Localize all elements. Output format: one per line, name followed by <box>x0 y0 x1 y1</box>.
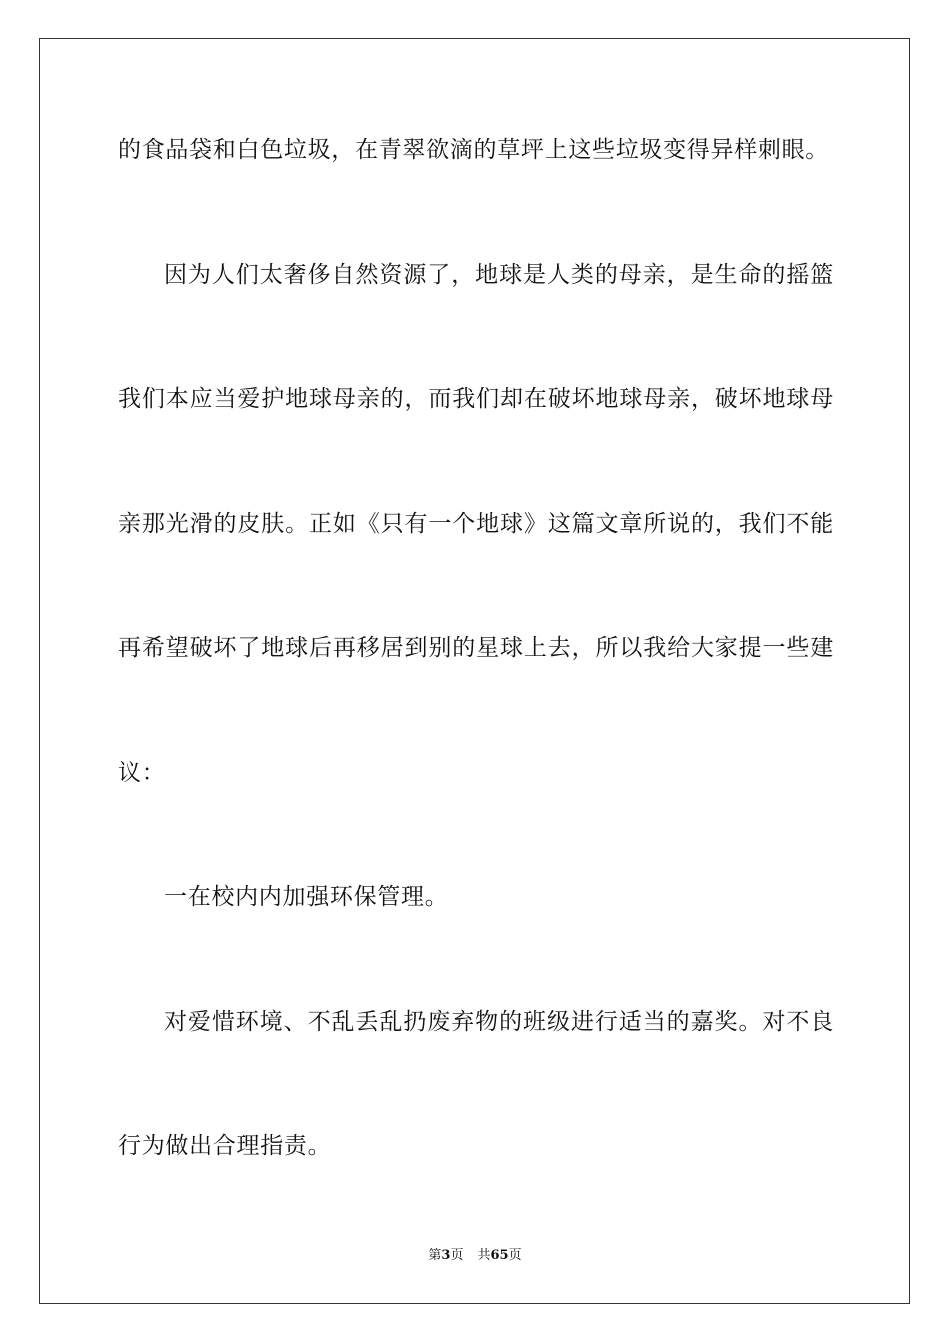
footer-total-prefix: 共 <box>477 1248 491 1263</box>
text-line-3: 我们本应当爱护地球母亲的，而我们却在破坏地球母亲，破坏地球母 <box>118 386 834 412</box>
text-line-4: 亲那光滑的皮肤。正如《只有一个地球》这篇文章所说的，我们不能 <box>118 511 834 537</box>
footer-page-number: 3 <box>441 1248 451 1263</box>
text-line-5: 再希望破坏了地球后再移居到别的星球上去，所以我给大家提一些建 <box>118 635 834 661</box>
page-border <box>39 38 910 1304</box>
footer-page-prefix: 第 <box>428 1248 442 1263</box>
text-line-1: 的食品袋和白色垃圾，在青翠欲滴的草坪上这些垃圾变得异样刺眼。 <box>118 137 829 163</box>
text-line-6: 议： <box>118 760 166 786</box>
text-line-8: 对爱惜环境、不乱丢乱扔废弃物的班级进行适当的嘉奖。对不良 <box>164 1009 834 1035</box>
footer-total-pages: 65 <box>490 1248 509 1263</box>
text-line-2: 因为人们太奢侈自然资源了，地球是人类的母亲，是生命的摇篮 <box>164 262 834 288</box>
footer-page-suffix: 页 <box>450 1248 464 1263</box>
text-line-7: 一在校内内加强环保管理。 <box>164 884 449 910</box>
footer-total-suffix: 页 <box>508 1248 522 1263</box>
text-line-9: 行为做出合理指责。 <box>118 1133 332 1159</box>
page-footer <box>0 1247 950 1265</box>
